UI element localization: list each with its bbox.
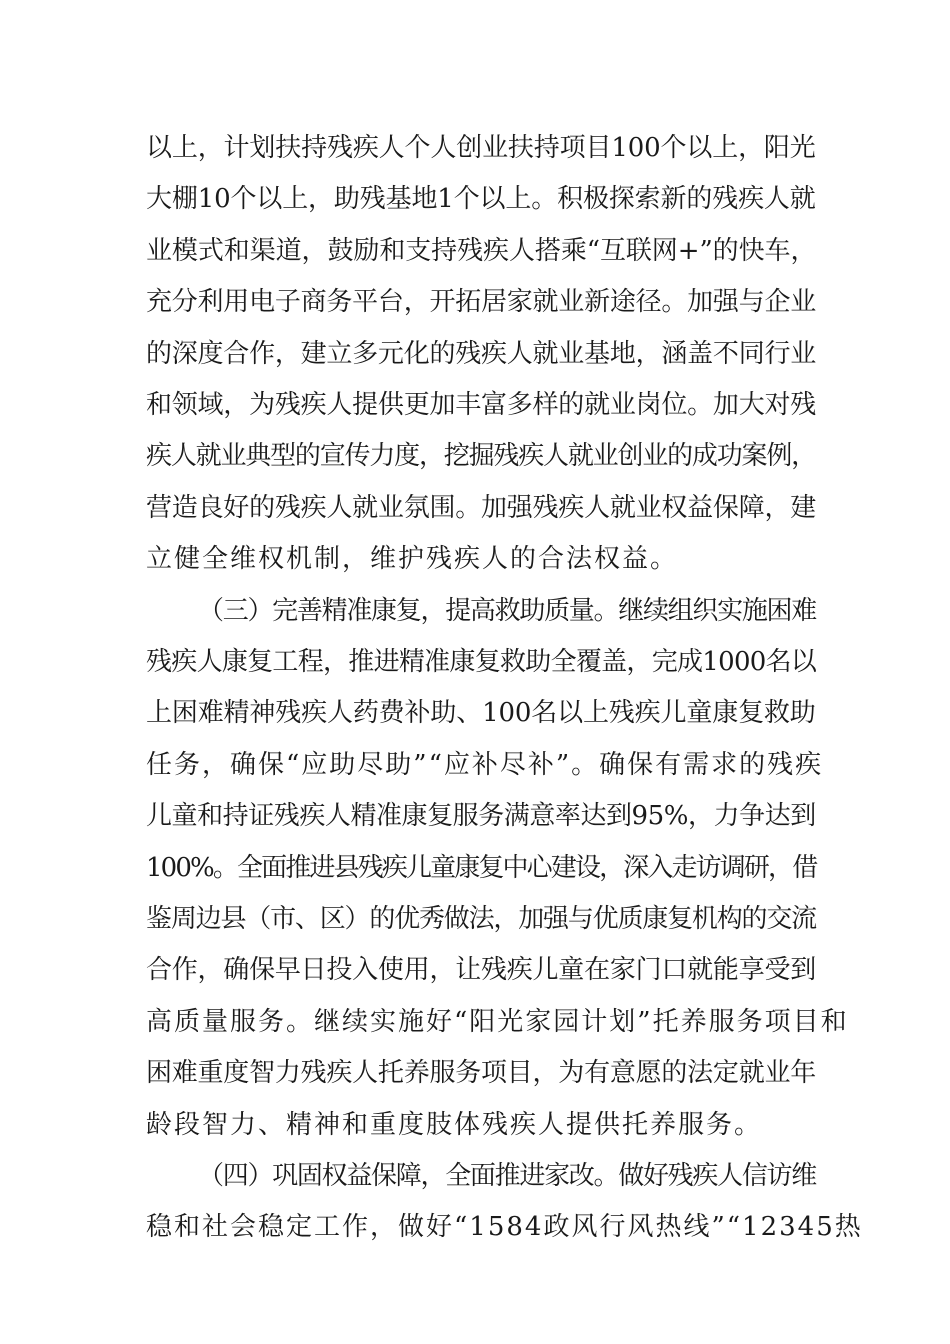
text-line: 以上，计划扶持残疾人个人创业扶持项目100个以上，阳光 [146, 133, 816, 163]
text-line: 高质量服务。继续实施好“阳光家园计划”托养服务项目和 [146, 1007, 849, 1037]
text-line: 营造良好的残疾人就业氛围。加强残疾人就业权益保障，建 [146, 493, 817, 523]
text-line: 稳和社会稳定工作，做好“1584政风行风热线”“12345热 [146, 1212, 863, 1242]
section-heading-line: （四）巩固权益保障，全面推进家改。做好残疾人信访维 [198, 1161, 817, 1191]
text-line: 合作，确保早日投入使用，让残疾儿童在家门口就能享受到 [146, 955, 817, 985]
text-line: 疾人就业典型的宣传力度，挖掘残疾人就业创业的成功案例， [146, 441, 817, 471]
text-line: 困难重度智力残疾人托养服务项目，为有意愿的法定就业年 [146, 1058, 817, 1088]
text-line: 鉴周边县（市、区）的优秀做法，加强与优质康复机构的交流 [146, 904, 817, 934]
text-line: 充分利用电子商务平台，开拓居家就业新途径。加强与企业 [146, 287, 817, 317]
text-line: 任务，确保“应助尽助”“应补尽补”。确保有需求的残疾 [146, 750, 824, 780]
text-line: 业模式和渠道，鼓励和支持残疾人搭乘“互联网+”的快车， [146, 236, 817, 266]
section-heading-line: （三）完善精准康复，提高救助质量。继续组织实施困难 [198, 596, 817, 626]
text-line: 100%。全面推进县残疾儿童康复中心建设，深入走访调研，借 [146, 853, 817, 883]
text-line: 大棚10个以上，助残基地1个以上。积极探索新的残疾人就 [146, 184, 816, 214]
text-line: 儿童和持证残疾人精准康复服务满意率达到95%，力争达到 [146, 801, 816, 831]
text-line: 立健全维权机制，维护残疾人的合法权益。 [146, 544, 679, 574]
text-line: 龄段智力、精神和重度肢体残疾人提供托养服务。 [146, 1110, 763, 1140]
text-line: 的深度合作，建立多元化的残疾人就业基地，涵盖不同行业 [146, 339, 817, 369]
text-line: 和领域，为残疾人提供更加丰富多样的就业岗位。加大对残 [146, 390, 817, 420]
text-line: 残疾人康复工程，推进精准康复救助全覆盖，完成1000名以 [146, 647, 817, 677]
text-line: 上困难精神残疾人药费补助、100名以上残疾儿童康复救助 [146, 698, 816, 728]
